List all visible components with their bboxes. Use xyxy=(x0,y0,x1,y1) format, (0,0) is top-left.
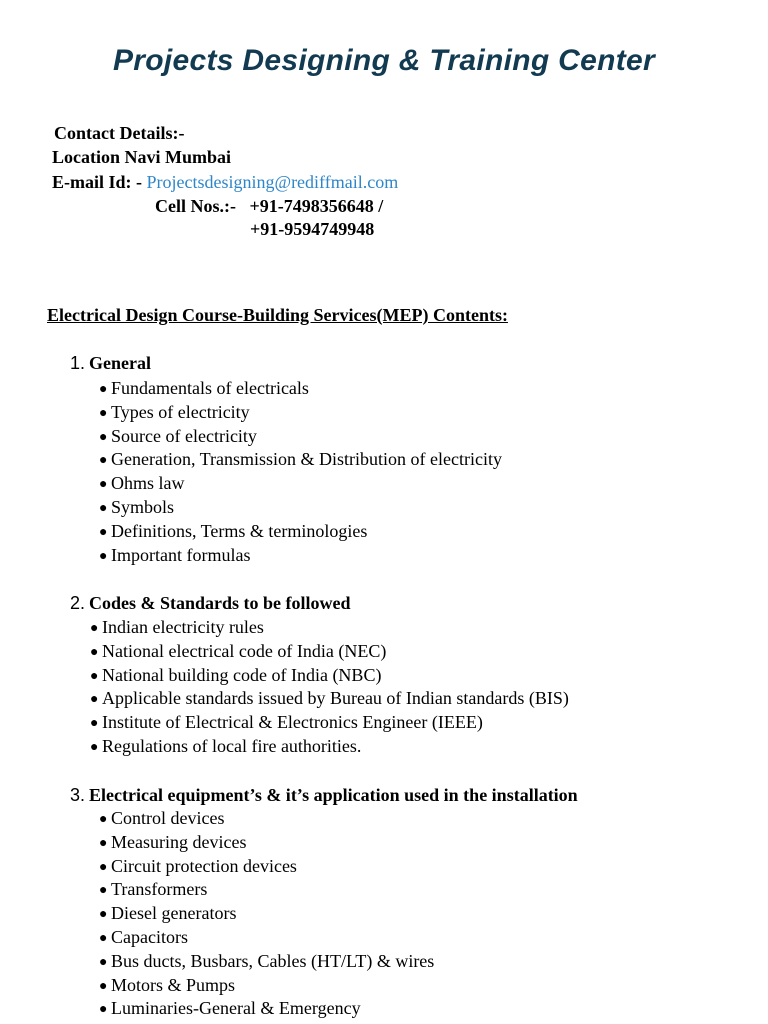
item-text: Indian electricity rules xyxy=(102,617,264,637)
bullet-icon: ● xyxy=(99,477,108,493)
bullet-icon: ● xyxy=(99,453,108,469)
bullet-list xyxy=(99,377,502,567)
section-number: 2. xyxy=(70,593,86,613)
list-item xyxy=(90,735,569,759)
bullet-icon: ● xyxy=(90,644,99,660)
item-text: Symbols xyxy=(111,496,175,517)
location-line: Location Navi Mumbai xyxy=(52,147,232,167)
bullet-icon: ● xyxy=(90,716,99,732)
phone-number-1: +91-7498356648 / xyxy=(249,196,384,216)
item-text: Circuit protection devices xyxy=(111,855,297,876)
item-text: Source of electricity xyxy=(111,425,257,446)
item-text: Institute of Electrical & Electronics Engineer (IEEE) xyxy=(102,712,483,733)
item-text: Bus ducts, Busbars, Cables (HT/LT) & wires xyxy=(111,950,435,971)
bullet-icon: ● xyxy=(99,812,108,827)
email-label: E-mail Id: - xyxy=(52,172,142,192)
bullet-icon: ● xyxy=(99,978,108,994)
bullet-icon: ● xyxy=(99,954,108,970)
list-item xyxy=(99,831,434,855)
list-item xyxy=(99,902,434,926)
list-item xyxy=(99,448,502,472)
list-item xyxy=(99,377,502,401)
item-text: Types of electricity xyxy=(111,401,250,422)
list-item xyxy=(99,472,502,496)
bullet-icon: ● xyxy=(99,382,108,397)
item-text: Motors & Pumps xyxy=(111,974,236,995)
item-text: Ohms law xyxy=(111,473,185,494)
list-item xyxy=(99,425,502,449)
bullet-icon: ● xyxy=(99,405,108,421)
item-text: Generation, Transmission & Distribution of electricity xyxy=(111,449,502,470)
list-item xyxy=(99,878,434,902)
contact-heading: Contact Details:- xyxy=(54,123,185,143)
item-text: National building code of India (NBC) xyxy=(102,664,382,685)
section-heading xyxy=(70,785,578,806)
bullet-icon: ● xyxy=(90,668,99,684)
bullet-icon: ● xyxy=(90,692,99,708)
bullet-icon: ● xyxy=(99,930,108,946)
bullet-icon: ● xyxy=(99,883,108,899)
section-number: 1. xyxy=(70,353,86,373)
bullet-icon: ● xyxy=(99,500,108,516)
bullet-icon: ● xyxy=(99,835,108,851)
item-text: Measuring devices xyxy=(111,831,247,852)
item-text: National electrical code of India (NEC) xyxy=(102,640,387,661)
bullet-list xyxy=(99,807,434,1021)
list-item xyxy=(99,974,434,998)
bullet-icon: ● xyxy=(99,429,108,445)
list-item xyxy=(99,401,502,425)
list-item xyxy=(99,926,434,950)
item-text: Luminaries-General & Emergency xyxy=(111,998,361,1019)
list-item xyxy=(90,664,569,688)
section-heading xyxy=(70,353,151,374)
cell-line xyxy=(155,196,383,217)
item-text: Applicable standards issued by Bureau of Indian standards (BIS) xyxy=(102,688,569,709)
item-text: Transformers xyxy=(111,879,208,900)
item-text: Fundamentals of electricals xyxy=(111,378,309,398)
list-item xyxy=(90,711,569,735)
course-heading: Electrical Design Course-Building Services(MEP) Contents: xyxy=(47,305,508,325)
bullet-icon: ● xyxy=(90,739,99,755)
page-title: Projects Designing & Training Center xyxy=(112,44,655,77)
section-number: 3. xyxy=(70,785,86,805)
list-item xyxy=(99,520,502,544)
list-item xyxy=(99,855,434,879)
bullet-icon: ● xyxy=(99,1002,108,1018)
list-item xyxy=(99,950,434,974)
bullet-icon: ● xyxy=(99,524,108,540)
section-title: Codes & Standards to be followed xyxy=(89,593,351,613)
bullet-icon: ● xyxy=(99,859,108,875)
section-heading xyxy=(70,593,351,614)
list-item xyxy=(90,640,569,664)
bullet-icon: ● xyxy=(99,907,108,923)
list-item xyxy=(90,687,569,711)
item-text: Regulations of local fire authorities. xyxy=(102,735,362,756)
item-text: Diesel generators xyxy=(111,903,237,924)
list-item xyxy=(99,496,502,520)
bullet-icon: ● xyxy=(99,548,108,564)
phone-number-2: +91-9594749948 xyxy=(250,219,375,239)
item-text: Control devices xyxy=(111,808,225,828)
section-title: General xyxy=(89,353,151,373)
list-item xyxy=(99,997,434,1021)
item-text: Important formulas xyxy=(111,544,251,565)
item-text: Capacitors xyxy=(111,926,188,947)
list-item xyxy=(99,807,434,831)
item-text: Definitions, Terms & terminologies xyxy=(111,520,368,541)
section-title: Electrical equipment’s & it’s application used in the installation xyxy=(89,785,578,805)
bullet-list xyxy=(90,616,569,759)
bullet-icon: ● xyxy=(90,621,99,636)
email-line xyxy=(52,172,398,193)
email-link[interactable]: Projectsdesigning@rediffmail.com xyxy=(146,172,399,192)
cell-label: Cell Nos.:- xyxy=(155,196,236,216)
list-item xyxy=(99,544,502,568)
list-item xyxy=(90,616,569,640)
